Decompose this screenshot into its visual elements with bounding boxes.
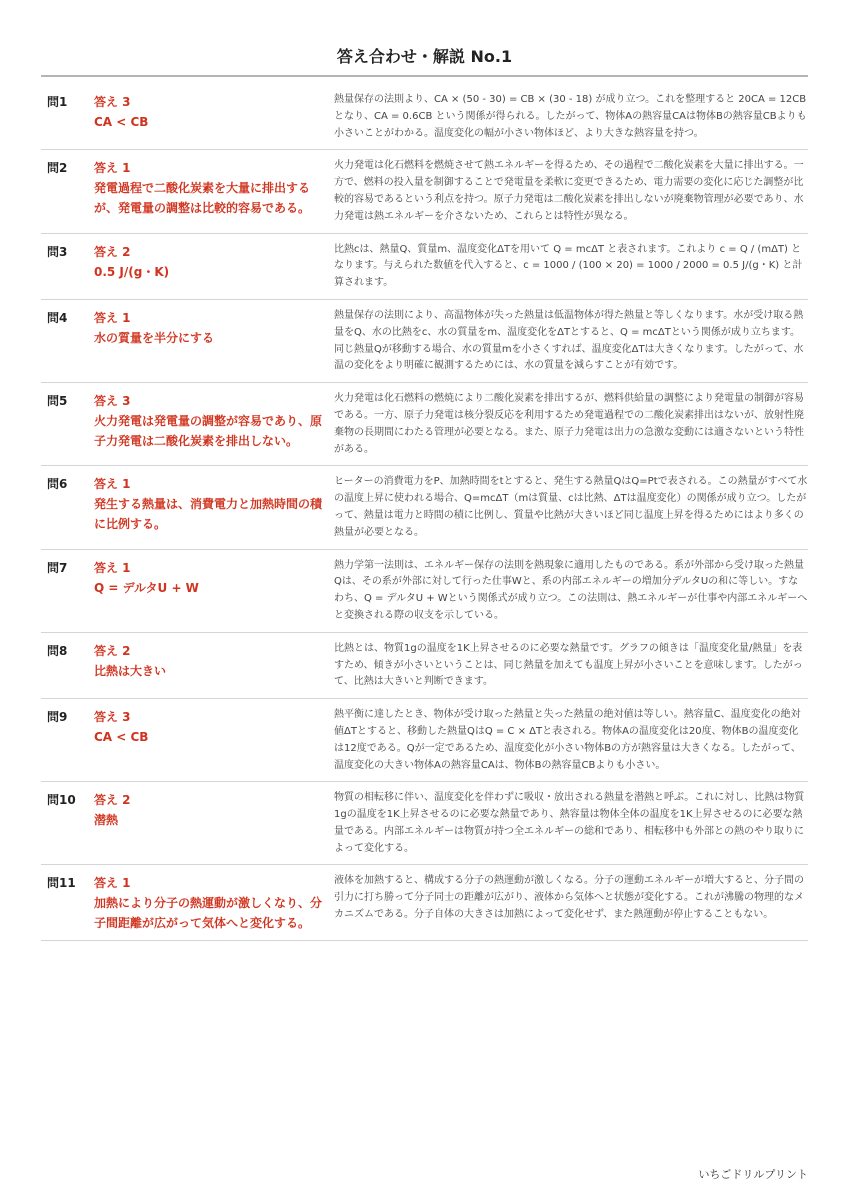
answer-label: 答え 3: [94, 394, 131, 409]
question-number: 問8: [47, 643, 68, 658]
answer-text: 比熱は大きい: [94, 663, 167, 678]
question-number: 問7: [47, 560, 68, 575]
answer-block: [94, 558, 327, 625]
answer-text: 加熱により分子の熱運動が激しくなり、分子間距離が広がって気体へと変化する。: [94, 896, 323, 931]
page-title: 答え合わせ・解説 No.1: [336, 47, 513, 66]
answer-label: 答え 3: [94, 95, 131, 109]
question-number: 問2: [47, 161, 68, 176]
answer-row-11: [41, 865, 808, 941]
answer-label: 答え 1: [94, 876, 131, 891]
brand-footer: いちごドリルプリント: [698, 1168, 808, 1181]
answer-text: 発電過程で二酸化炭素を大量に排出するが、発電量の調整は比較的容易である。: [94, 181, 311, 216]
answer-text: 0.5 J/(g・K): [94, 264, 170, 279]
explanation-text: 熱平衡に達したとき、物体が受け取った熱量と失った熱量の絶対値は等しい。熱容量C、温度変化の絶対値ΔTとすると、移動した熱量QはQ = C × ΔTと表される。物体Aの温度変化は20度、物体Bの温度変化は12度である。Qが一定であるため、温度変化が小さい物体Bの方が熱容量は大きくなる。したがって、温度変化の大きい物体Aの熱容量CAは、物体Bの熱容量CBよりも小さい。: [334, 709, 801, 771]
question-number: 問3: [47, 244, 68, 259]
explanation-text: 物質の相転移に伴い、温度変化を伴わずに吸収・放出される熱量を潜熱と呼ぶ。これに対し、比熱は物質1gの温度を1K上昇させるのに必要な熱量であり、熱容量は物体全体の温度を1K上昇させるのに必要な熱量である。内部エネルギーは物質が持つ全エネルギーの総和であり、相転移中も外部との熱のやり取りによって変化する。: [334, 792, 805, 854]
answer-text: 発生する熱量は、消費電力と加熱時間の積に比例する。: [94, 497, 323, 532]
explanation-text: 熱量保存の法則より、CA × (50 - 30) = CB × (30 - 18) が成り立つ。これを整理すると 20CA = 12CB となり、CA = 0.6CB という関係が得られる。したがって、物体Aの熱容量CAは物体Bの熱容量CBよりも小さいことがわかる。温度変化の幅が小さい物体ほど、より大きな熱容量を持つ。: [334, 94, 807, 139]
answer-text: Q = デルタU + W: [94, 580, 199, 595]
answer-label: 答え 2: [94, 244, 131, 259]
explanation-text: 熱力学第一法則は、エネルギー保存の法則を熱現象に適用したものである。系が外部から受け取った熱量Qは、その系が外部に対して行った仕事Wと、系の内部エネルギーの増加分デルタUの和に等しい。すなわち、Q = デルタU + Wという関係式が成り立つ。この法則は、熱エネルギーが仕事や内部エネルギーへと変換される際の収支を示している。: [334, 559, 808, 621]
answer-row-9: [41, 699, 808, 782]
question-number: 問11: [47, 876, 76, 891]
answer-label: 答え 2: [94, 793, 131, 808]
explanation-text: 比熱cは、熱量Q、質量m、温度変化ΔTを用いて Q = mcΔT と表されます。これより c = Q / (mΔT) となります。与えられた数値を代入すると、c = 1000 / (100 × 20) = 1000 / 2000 = 0.5 J/(g・K) と計算されます。: [334, 243, 803, 289]
answer-block: [94, 707, 327, 774]
answer-row-3: [41, 234, 808, 300]
answer-row-6: [41, 466, 808, 549]
answer-label: 答え 2: [94, 643, 131, 658]
answer-block: [94, 308, 327, 375]
answer-block: [94, 790, 327, 857]
explanation-text: 熱量保存の法則により、高温物体が失った熱量は低温物体が得た熱量と等しくなります。水が受け取る熱量をQ、水の比熱をc、水の質量をm、温度変化をΔTとすると、Q = mcΔTという関係が成り立ちます。同じ熱量Qが移動する場合、水の質量mを小さくすれば、温度変化ΔTは大きくなります。したがって、水温の変化をより明確に観測するためには、水の質量を減らすことが有効です。: [334, 309, 804, 372]
explanation-text: 比熱とは、物質1gの温度を1K上昇させるのに必要な熱量です。グラフの傾きは「温度変化量/熱量」を表すため、傾きが小さいということは、同じ熱量を加えても温度上昇が小さいことを意味します。したがって、比熱は大きいと判断できます。: [334, 642, 803, 688]
answer-text: 水の質量を半分にする: [94, 330, 215, 345]
question-number: 問4: [47, 310, 68, 325]
answer-row-7: [41, 550, 808, 633]
question-number: 問10: [47, 793, 76, 808]
answer-block: [94, 474, 327, 541]
answer-label: 答え 1: [94, 560, 131, 575]
answer-block: [94, 873, 327, 933]
answer-label: 答え 1: [94, 310, 131, 325]
answer-row-2: [41, 150, 808, 233]
answer-block: [94, 92, 327, 142]
answer-row-8: [41, 633, 808, 699]
explanation-text: 液体を加熱すると、構成する分子の熱運動が激しくなる。分子の運動エネルギーが増大すると、分子間の引力に打ち勝って分子同士の距離が広がり、液体から気体へと状態が変化する。これが沸騰の物理的なメカニズムである。分子自体の大きさは加熱によって変化せず、また熱運動が停止することもない。: [334, 875, 804, 921]
answer-row-5: [41, 383, 808, 466]
explanation-text: ヒーターの消費電力をP、加熱時間をtとすると、発生する熱量QはQ=Ptで表される。この熱量がすべて水の温度上昇に使われる場合、Q=mcΔT（mは質量、cは比熱、ΔTは温度変化）の関係が成り立つ。したがって、熱量は電力と時間の積に比例し、質量や比熱が大きいほど同じ温度上昇を得るためにはより多くの熱量が必要となる。: [334, 476, 808, 538]
explanation-text: 火力発電は化石燃料の燃焼により二酸化炭素を排出するが、燃料供給量の調整により発電量の制御が容易である。一方、原子力発電は核分裂反応を利用するため発電過程での二酸化炭素排出はないが、放射性廃棄物の長期間にわたる管理が必要となる。また、原子力発電は出力の急激な変動には適さないという特性がある。: [334, 393, 804, 455]
explanation-text: 火力発電は化石燃料を燃焼させて熱エネルギーを得るため、その過程で二酸化炭素を大量に排出する。一方で、燃料の投入量を制御することで発電量を柔軟に変更できるため、電力需要の変化に応じた調整が比較的容易であるという利点を持つ。原子力発電は二酸化炭素を排出しないが廃棄物管理が必要であり、水力発電は熱エネルギーを介さないため、これらとは特性が異なる。: [334, 160, 804, 222]
title-divider: [41, 75, 808, 77]
answer-row-1: [41, 84, 808, 150]
answer-block: [94, 158, 327, 225]
answer-block: [94, 242, 327, 292]
answer-row-10: [41, 782, 808, 865]
answer-block: [94, 391, 327, 458]
answer-text: CA < CB: [94, 730, 149, 745]
answer-text: 火力発電は発電量の調整が容易であり、原子力発電は二酸化炭素を排出しない。: [94, 414, 323, 449]
answer-row-4: [41, 300, 808, 383]
answer-label: 答え 3: [94, 710, 131, 725]
question-number: 問6: [47, 477, 68, 492]
answer-label: 答え 1: [94, 477, 131, 492]
answer-text: CA < CB: [94, 115, 149, 129]
question-number: 問1: [47, 95, 68, 109]
question-number: 問5: [47, 394, 68, 409]
answer-block: [94, 641, 327, 691]
answer-label: 答え 1: [94, 161, 131, 176]
answer-list: [41, 84, 808, 941]
question-number: 問9: [47, 710, 68, 725]
answer-text: 潜熱: [94, 813, 119, 828]
